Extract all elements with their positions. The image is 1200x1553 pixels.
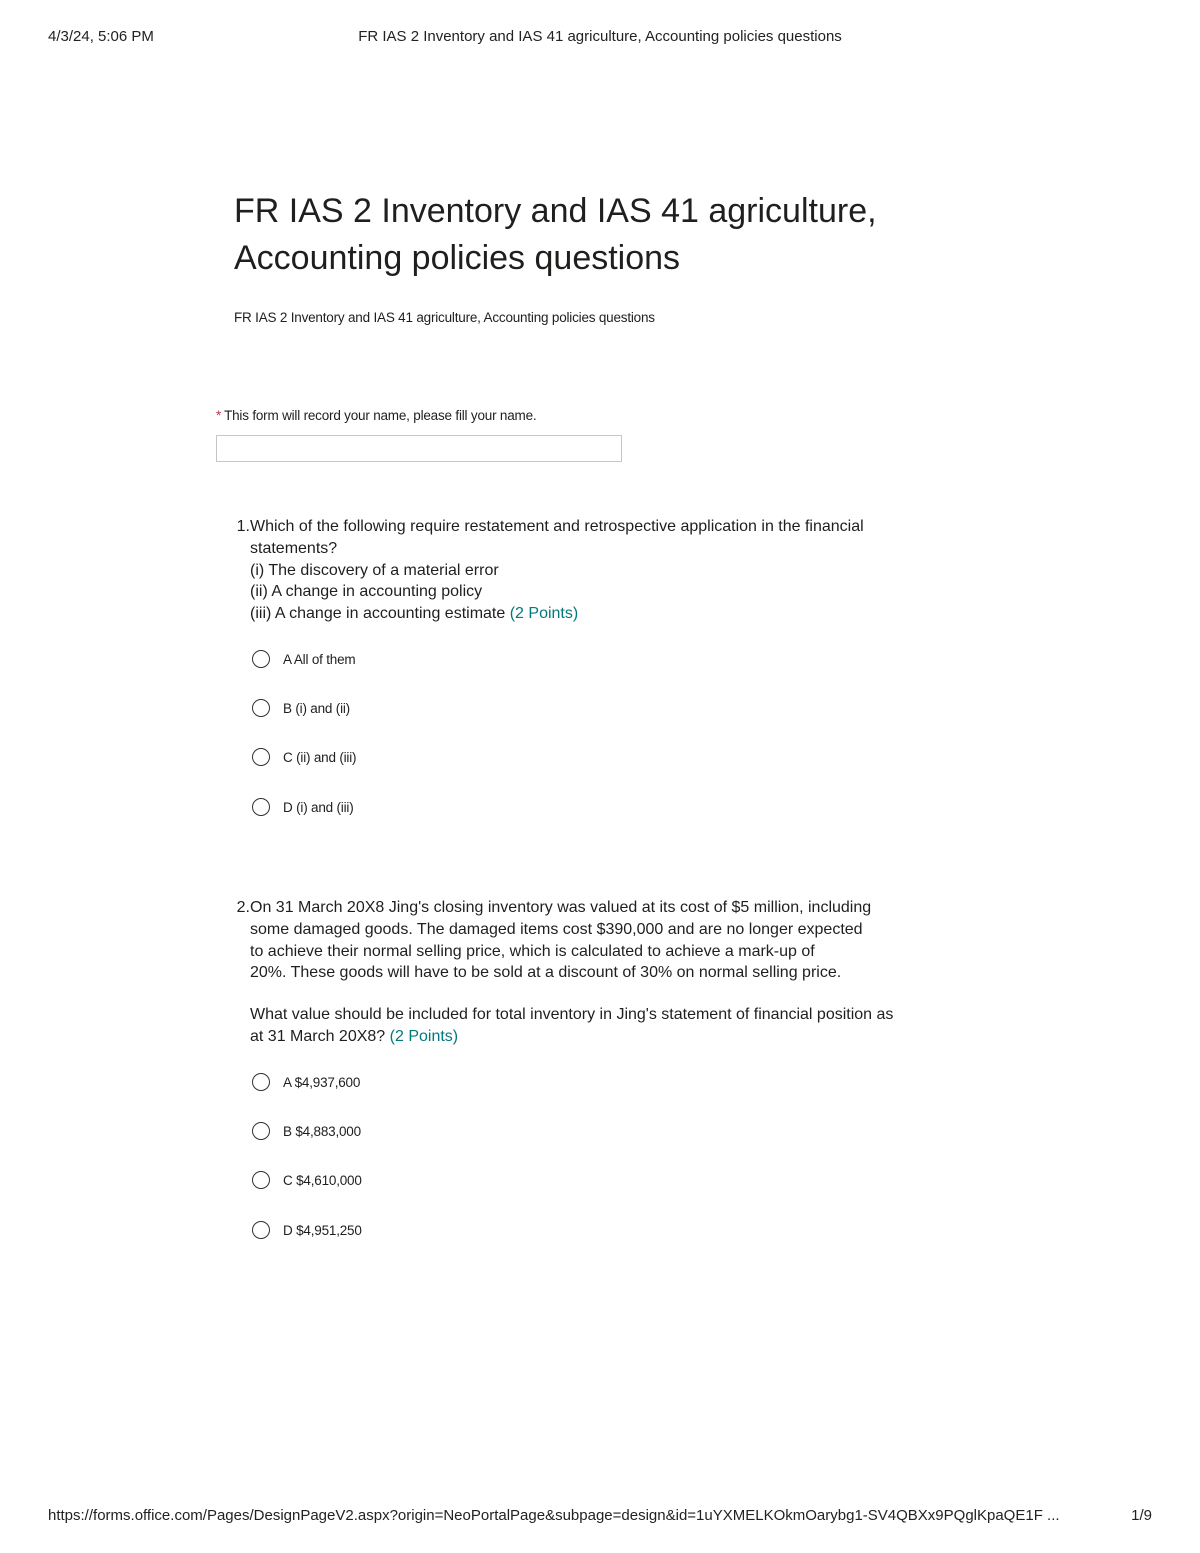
radio-button[interactable] <box>252 748 270 766</box>
radio-button[interactable] <box>252 1221 270 1239</box>
question-text-line: to achieve their normal selling price, which is calculated to achieve a mark-up of <box>250 942 815 960</box>
question-text <box>250 516 940 625</box>
print-doc-title: FR IAS 2 Inventory and IAS 41 agriculture, Accounting policies questions <box>358 28 842 45</box>
question-text-line: (iii) A change in accounting estimate <box>250 605 506 623</box>
option-label: B $4,883,000 <box>283 1123 361 1139</box>
print-header <box>48 28 1152 48</box>
required-mark: * <box>216 408 222 423</box>
form-title-line-2: Accounting policies questions <box>234 239 681 277</box>
question-text-line: at 31 March 20X8? <box>250 1027 386 1045</box>
print-footer <box>48 1507 1152 1527</box>
question-number: 2. <box>236 899 250 916</box>
radio-button[interactable] <box>252 1073 270 1091</box>
points-badge: (2 Points) <box>389 1027 459 1045</box>
question-text-line: Which of the following require restatement and retrospective application in the financial <box>250 518 864 535</box>
option-b[interactable] <box>252 697 350 719</box>
name-input[interactable] <box>216 435 622 462</box>
question-text-line: What value should be included for total inventory in Jing's statement of financial position as <box>250 1006 894 1024</box>
points-badge: (2 Points) <box>509 605 579 623</box>
radio-button[interactable] <box>252 1171 270 1189</box>
option-b[interactable] <box>252 1120 361 1142</box>
question-text <box>250 897 940 1048</box>
option-label: A $4,937,600 <box>283 1074 361 1090</box>
option-d[interactable] <box>252 1219 362 1241</box>
page-number: 1/9 <box>1131 1507 1152 1524</box>
option-c[interactable] <box>252 1169 362 1191</box>
option-label: A All of them <box>283 651 356 667</box>
option-label: D (i) and (iii) <box>283 799 354 815</box>
option-label: D $4,951,250 <box>283 1222 362 1238</box>
question-text-line: (ii) A change in accounting policy <box>250 583 483 601</box>
name-field-label <box>216 408 536 423</box>
question-text-line: statements? <box>250 539 338 557</box>
option-a[interactable] <box>252 648 355 670</box>
form-description: FR IAS 2 Inventory and IAS 41 agriculture, Accounting policies questions <box>234 310 655 325</box>
radio-button[interactable] <box>252 650 270 668</box>
radio-button[interactable] <box>252 798 270 816</box>
radio-button[interactable] <box>252 699 270 717</box>
print-url: https://forms.office.com/Pages/DesignPageV2.aspx?origin=NeoPortalPage&subpage=design&id=1uYXMELKOkmOarybg1-SV4QBXx9PQglKpaQE1F ... <box>48 1507 1060 1524</box>
question-text-line: some damaged goods. The damaged items cost $390,000 and are no longer expected <box>250 920 863 938</box>
form-title-line-1: FR IAS 2 Inventory and IAS 41 agriculture, <box>234 192 877 230</box>
option-a[interactable] <box>252 1071 360 1093</box>
radio-button[interactable] <box>252 1122 270 1140</box>
question-number: 1. <box>236 518 250 535</box>
print-date: 4/3/24, 5:06 PM <box>48 28 154 45</box>
option-d[interactable] <box>252 796 354 818</box>
question-text-line: (i) The discovery of a material error <box>250 561 499 579</box>
form-title <box>234 188 994 282</box>
question-text-line: 20%. These goods will have to be sold at a discount of 30% on normal selling price. <box>250 964 842 982</box>
name-label-text: This form will record your name, please fill your name. <box>224 408 537 423</box>
option-c[interactable] <box>252 746 356 768</box>
option-label: C (ii) and (iii) <box>283 749 357 765</box>
question-text-line: On 31 March 20X8 Jing's closing inventory was valued at its cost of $5 million, including <box>250 899 872 916</box>
option-label: C $4,610,000 <box>283 1172 362 1188</box>
option-label: B (i) and (ii) <box>283 700 350 716</box>
